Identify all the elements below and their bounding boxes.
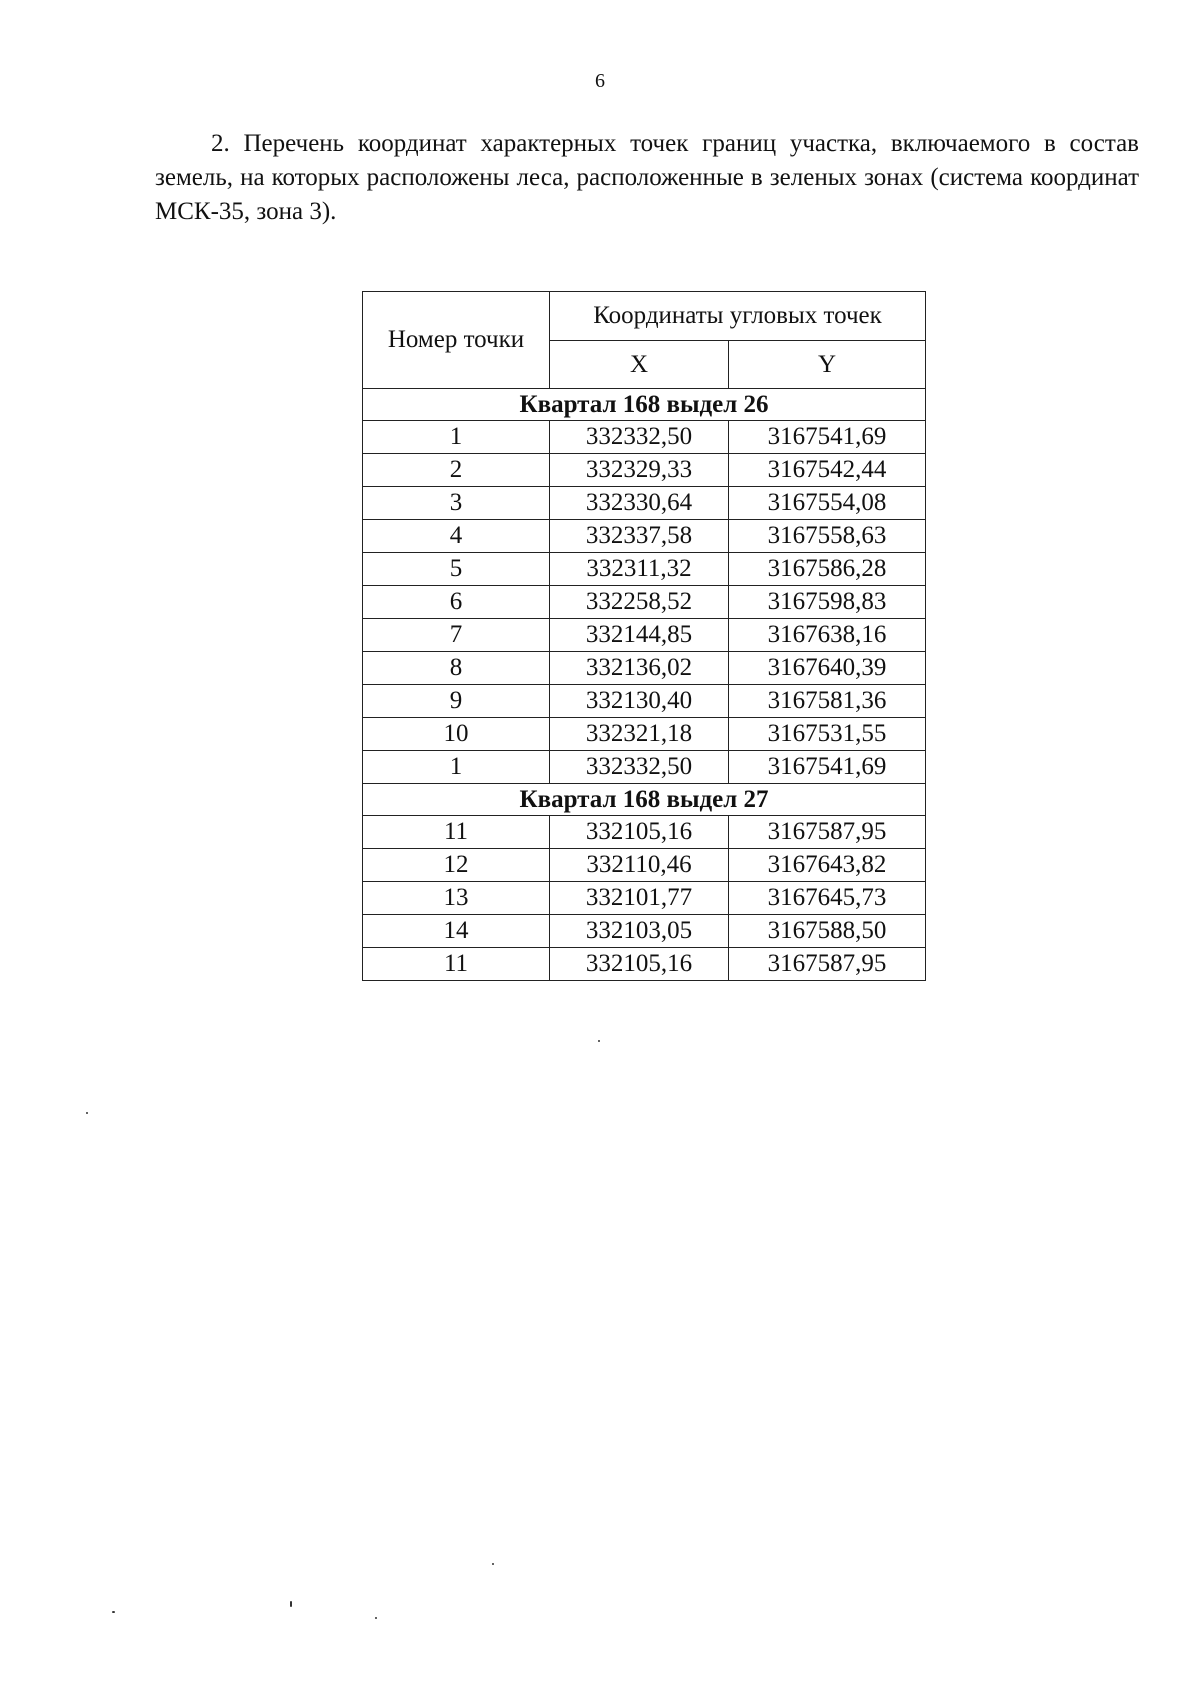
point-number-cell: 4 — [363, 520, 550, 553]
point-number-cell: 12 — [363, 849, 550, 882]
point-number-cell: 11 — [363, 816, 550, 849]
y-coordinate-cell: 3167542,44 — [729, 454, 926, 487]
point-number-cell: 1 — [363, 421, 550, 454]
point-number-cell: 1 — [363, 751, 550, 784]
x-coordinate-cell: 332105,16 — [550, 948, 729, 981]
y-coordinate-cell: 3167645,73 — [729, 882, 926, 915]
scan-speck — [492, 1563, 494, 1565]
y-coordinate-cell: 3167586,28 — [729, 553, 926, 586]
point-number-cell: 8 — [363, 652, 550, 685]
scan-speck — [86, 1112, 88, 1114]
intro-paragraph: 2. Перечень координат характерных точек границ участка, включаемого в состав земель, на которых расположены леса, расположенные в зеленых зонах (система координат МСК-35, зона 3). — [155, 130, 1139, 225]
x-coordinate-cell: 332337,58 — [550, 520, 729, 553]
section-row — [363, 784, 926, 816]
point-number-cell: 5 — [363, 553, 550, 586]
y-coordinate-cell: 3167643,82 — [729, 849, 926, 882]
scan-speck — [112, 1611, 115, 1613]
x-coordinate-cell: 332321,18 — [550, 718, 729, 751]
y-coordinate-cell: 3167638,16 — [729, 619, 926, 652]
table-body — [363, 389, 926, 981]
x-coordinate-cell: 332130,40 — [550, 685, 729, 718]
table-row — [363, 652, 926, 685]
table-row — [363, 553, 926, 586]
point-number-cell: 3 — [363, 487, 550, 520]
scan-speck — [375, 1617, 377, 1619]
x-coordinate-cell: 332103,05 — [550, 915, 729, 948]
y-coordinate-cell: 3167587,95 — [729, 948, 926, 981]
section-title: Квартал 168 выдел 26 — [363, 389, 926, 421]
y-coordinate-cell: 3167554,08 — [729, 487, 926, 520]
table-row — [363, 915, 926, 948]
x-coordinate-cell: 332330,64 — [550, 487, 729, 520]
table-row — [363, 948, 926, 981]
point-number-cell: 7 — [363, 619, 550, 652]
table-row — [363, 816, 926, 849]
header-y: Y — [729, 341, 926, 389]
y-coordinate-cell: 3167558,63 — [729, 520, 926, 553]
table-row — [363, 487, 926, 520]
table-row — [363, 520, 926, 553]
scan-speck — [290, 1601, 292, 1607]
table-row — [363, 685, 926, 718]
point-number-cell: 14 — [363, 915, 550, 948]
header-point-number: Номер точки — [363, 292, 550, 389]
page-number: 6 — [595, 70, 605, 92]
x-coordinate-cell: 332105,16 — [550, 816, 729, 849]
x-coordinate-cell: 332110,46 — [550, 849, 729, 882]
y-coordinate-cell: 3167531,55 — [729, 718, 926, 751]
header-coordinates-group: Координаты угловых точек — [550, 292, 926, 341]
x-coordinate-cell: 332144,85 — [550, 619, 729, 652]
table-row — [363, 718, 926, 751]
y-coordinate-cell: 3167541,69 — [729, 421, 926, 454]
y-coordinate-cell: 3167541,69 — [729, 751, 926, 784]
table-row — [363, 882, 926, 915]
point-number-cell: 10 — [363, 718, 550, 751]
table-row — [363, 619, 926, 652]
table-row — [363, 454, 926, 487]
x-coordinate-cell: 332329,33 — [550, 454, 729, 487]
table-row — [363, 849, 926, 882]
y-coordinate-cell: 3167588,50 — [729, 915, 926, 948]
x-coordinate-cell: 332311,32 — [550, 553, 729, 586]
x-coordinate-cell: 332332,50 — [550, 751, 729, 784]
x-coordinate-cell: 332258,52 — [550, 586, 729, 619]
point-number-cell: 9 — [363, 685, 550, 718]
table-row — [363, 421, 926, 454]
y-coordinate-cell: 3167581,36 — [729, 685, 926, 718]
header-x: X — [550, 341, 729, 389]
point-number-cell: 2 — [363, 454, 550, 487]
y-coordinate-cell: 3167640,39 — [729, 652, 926, 685]
table-row — [363, 751, 926, 784]
y-coordinate-cell: 3167598,83 — [729, 586, 926, 619]
x-coordinate-cell: 332136,02 — [550, 652, 729, 685]
x-coordinate-cell: 332101,77 — [550, 882, 729, 915]
section-row — [363, 389, 926, 421]
point-number-cell: 11 — [363, 948, 550, 981]
x-coordinate-cell: 332332,50 — [550, 421, 729, 454]
table-row — [363, 586, 926, 619]
point-number-cell: 6 — [363, 586, 550, 619]
coordinates-table — [362, 291, 926, 981]
y-coordinate-cell: 3167587,95 — [729, 816, 926, 849]
section-title: Квартал 168 выдел 27 — [363, 784, 926, 816]
scan-speck — [598, 1040, 600, 1042]
point-number-cell: 13 — [363, 882, 550, 915]
